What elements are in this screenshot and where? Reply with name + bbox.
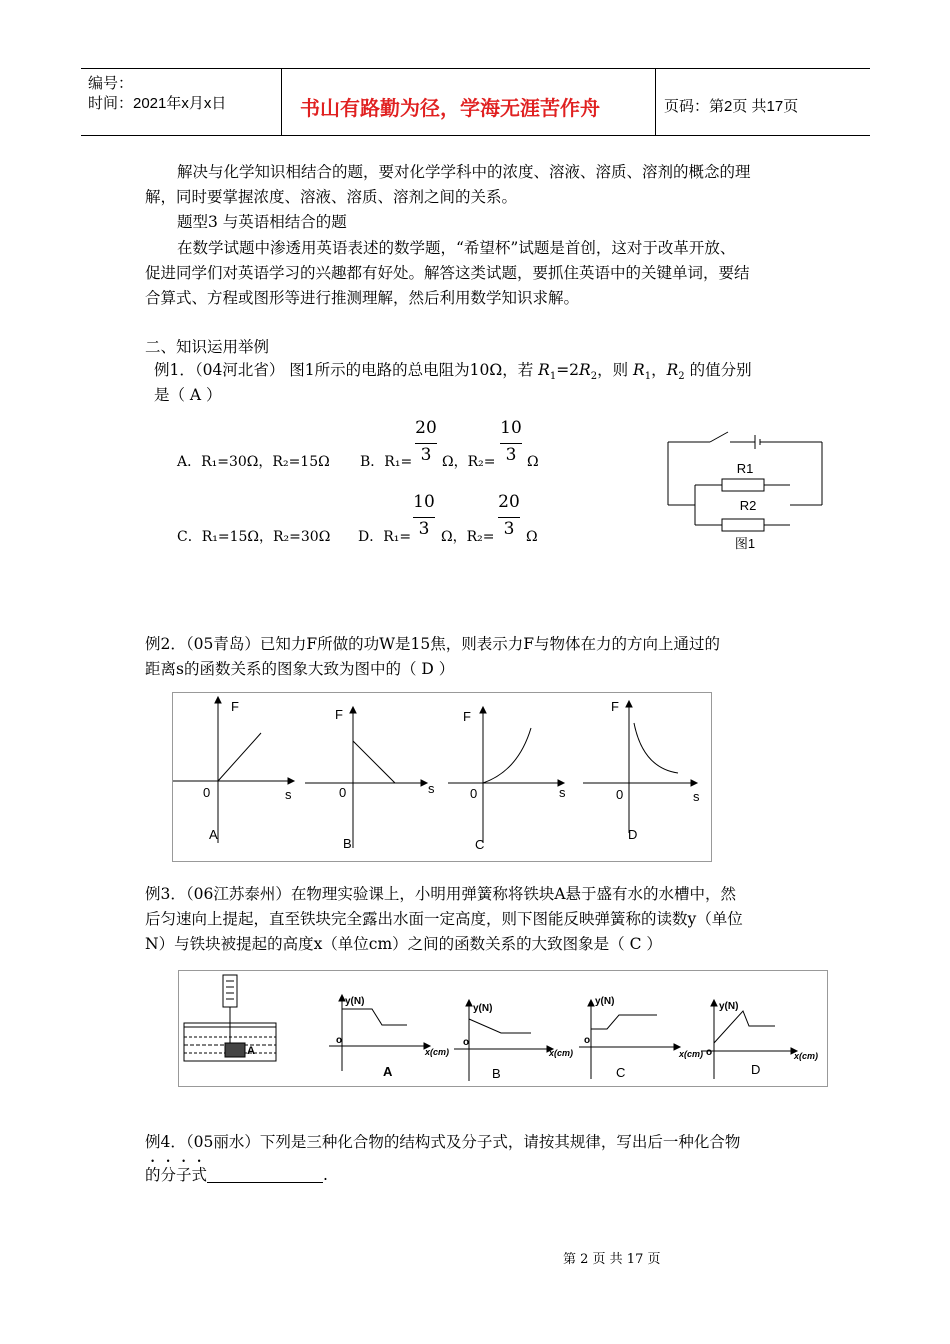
ex1-frac-b1-num: 20: [415, 418, 437, 438]
section-2-title: 二、知识运用举例: [145, 338, 270, 356]
ex1-option-d-ohm: Ω: [526, 529, 538, 545]
ex1-option-a: A．R₁=30Ω，R₂=15Ω: [177, 454, 330, 470]
ex3-a-xlabel: x(cm): [425, 1047, 450, 1057]
ex3-b-label: B: [492, 1066, 501, 1081]
ex2-c-ylabel: F: [463, 709, 471, 724]
ex2-line-1: 例2．（05青岛）已知力F所做的功W是15焦，则表示力F与物体在力的方向上通过的: [145, 635, 721, 653]
ex1-option-b: B．R₁=: [360, 454, 413, 470]
ex3-line-2: 后匀速向上提起，直至铁块完全露出水面一定高度，则下图能反映弹簧称的读数y（单位: [145, 910, 743, 928]
circuit-caption: 图1: [734, 536, 756, 551]
header-top-rule: [81, 68, 870, 69]
ex1-frac-d1-den: 3: [418, 519, 430, 539]
ex1-frac-b1-den: 3: [420, 445, 432, 465]
ex1-frac-d2-num: 20: [498, 492, 520, 512]
ex4-line-1: 例4．（05丽水）下列是三种化合物的结构式及分子式，请按其规律，写出后一种化合物: [145, 1133, 741, 1151]
ex4-emphasis-text: 的分子式: [145, 1166, 208, 1184]
ex1-frac-d1-num: 10: [413, 492, 435, 512]
header-date: 时间：2021年x月x日: [88, 95, 227, 112]
ex2-c-origin: 0: [470, 786, 478, 801]
intro-line-2: 解，同时要掌握浓度、溶液、溶质、溶剂之间的关系。: [145, 188, 518, 206]
header-divider-right: [655, 68, 656, 136]
ex2-graph-d: [583, 701, 697, 833]
page-footer: 第 2 页 共 17 页: [563, 1252, 661, 1267]
ex1-frac-d1-bar: [413, 517, 435, 518]
ex2-c-label: C: [475, 837, 485, 852]
ex2-d-ylabel: F: [611, 699, 619, 714]
ex1-option-b-ohm: Ω: [527, 454, 539, 470]
ex1-frac-b1-bar: [415, 443, 437, 444]
ex1-line-2: 是（ A ）: [154, 386, 222, 404]
intro-line-3: 在数学试题中渗透用英语表述的数学题，“希望杯”试题是首创，这对于改革开放、: [177, 239, 736, 257]
intro-line-1: 解决与化学知识相结合的题，要对化学学科中的浓度、溶液、溶质、溶剂的概念的理: [177, 163, 751, 181]
ex3-c-origin: o: [584, 1035, 591, 1046]
ex2-d-xlabel: s: [693, 789, 700, 804]
ex2-graph-c: [448, 707, 564, 843]
ex3-b-ylabel: y(N): [473, 1003, 493, 1014]
ex4-answer-blank: [207, 1164, 323, 1183]
ex3-c-xlabel: x(cm): [679, 1049, 704, 1059]
ex3-a-label: A: [383, 1064, 393, 1079]
ex2-figure-box: [172, 692, 712, 862]
ex1-option-c: C．R₁=15Ω，R₂=30Ω: [177, 529, 331, 545]
tank-block-label: A: [247, 1045, 255, 1057]
ex3-figure-box: [178, 970, 828, 1087]
ex1-frac-d2-den: 3: [503, 519, 515, 539]
ex3-graphs: [179, 971, 827, 1086]
ex3-c-label: C: [616, 1065, 626, 1080]
ex3-b-xlabel: x(cm): [549, 1048, 574, 1058]
circuit-r1-label: R1: [736, 461, 754, 476]
header-number-label: 编号：: [88, 75, 134, 92]
ex2-graphs: [173, 693, 711, 861]
ex2-graph-a: [173, 697, 294, 843]
ex3-a-origin: o: [336, 1035, 343, 1046]
ex2-graph-b: [305, 707, 427, 848]
ex4-line-2: 的分子式 .: [145, 1166, 328, 1184]
ex3-graph-c: [579, 1000, 680, 1079]
ex3-d-ylabel: y(N): [719, 1001, 739, 1012]
ex3-a-ylabel: y(N): [345, 996, 365, 1007]
ex3-b-origin: o: [463, 1037, 470, 1048]
ex2-a-origin: 0: [203, 785, 211, 800]
ex1-frac-b2-bar: [500, 443, 522, 444]
ex3-d-origin: o: [706, 1047, 713, 1058]
type3-heading: 题型3 与英语相结合的题: [177, 213, 347, 231]
ex2-a-ylabel: F: [231, 699, 239, 714]
intro-line-5: 合算式、方程或图形等进行推测理解，然后利用数学知识求解。: [145, 289, 580, 307]
circuit-diagram: [660, 430, 830, 560]
header-motto: 书山有路勤为径，学海无涯苦作舟: [300, 98, 600, 120]
ex2-b-xlabel: s: [428, 781, 435, 796]
ex3-line-1: 例3．（06江苏泰州）在物理实验课上，小明用弹簧称将铁块A悬于盛有水的水槽中，然: [145, 885, 737, 903]
ex1-option-b-mid: Ω，R₂=: [442, 454, 496, 470]
header-divider-left: [281, 68, 282, 136]
header-page-info: 页码：第2页 共17页: [664, 98, 799, 115]
circuit-r2-label: R2: [739, 498, 757, 513]
ex3-graph-d: [701, 1000, 797, 1079]
ex2-c-xlabel: s: [559, 785, 566, 800]
ex2-d-label: D: [628, 827, 638, 842]
ex3-d-label: D: [751, 1062, 761, 1077]
ex3-c-ylabel: y(N): [595, 996, 615, 1007]
ex1-frac-b2-num: 10: [500, 418, 522, 438]
ex1-option-d-mid: Ω，R₂=: [441, 529, 495, 545]
ex1-frac-b2-den: 3: [505, 445, 517, 465]
water-tank-illustration: [184, 975, 276, 1061]
ex1-line-1: 例1．（04河北省） 图1所示的电路的总电阻为10Ω，若 $R_1=2R_2$，则 $R_1$，$R_2$ 的值分别: [154, 361, 752, 383]
ex1-option-d: D．R₁=: [358, 529, 412, 545]
header-bottom-rule: [81, 135, 870, 136]
intro-line-4: 促进同学们对英语学习的兴趣都有好处。解答这类试题，要抓住英语中的关键单词，要结: [145, 264, 750, 282]
ex3-line-3: N）与铁块被提起的高度x（单位cm）之间的函数关系的大致图象是（ C ）: [145, 935, 662, 953]
ex2-a-label: A: [209, 827, 218, 842]
ex2-b-ylabel: F: [335, 707, 343, 722]
ex2-d-origin: 0: [616, 787, 624, 802]
ex3-d-xlabel: x(cm): [794, 1051, 819, 1061]
ex2-line-2: 距离s的函数关系的图象大致为图中的（ D ）: [145, 660, 455, 678]
ex1-frac-d2-bar: [498, 517, 520, 518]
ex2-b-label: B: [343, 836, 352, 851]
ex2-b-origin: 0: [339, 785, 347, 800]
ex2-a-xlabel: s: [285, 787, 292, 802]
